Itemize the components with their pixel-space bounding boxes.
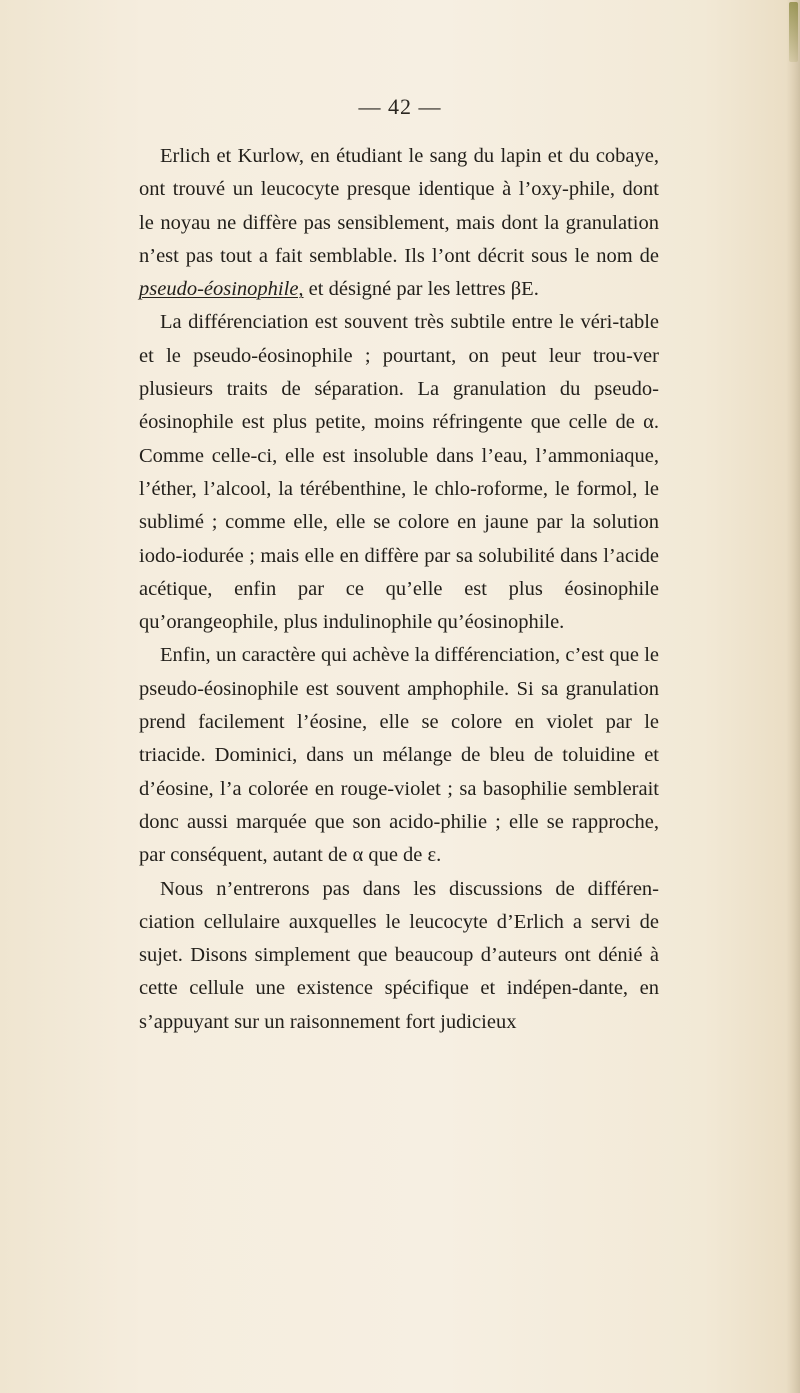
corner-stain <box>789 2 798 62</box>
paragraph-1 <box>139 140 659 306</box>
page-number-header: — 42 — <box>358 94 442 119</box>
paragraph-1-emphasis: pseudo-éosinophile, <box>139 278 304 301</box>
paragraph-4: Nous n’entrerons pas dans les discussions de différen-ciation cellulaire auxquelles le leucocyte d’Erlich a servi de sujet. Disons simplement que beaucoup d’auteurs ont dénié à cette cellule une existence spécifique et indépen-dante, en s’appuyant sur un raisonnement fort judicieux <box>139 877 659 1033</box>
paragraph-2: La différenciation est souvent très subtile entre le véri-table et le pseudo-éosinophile ; pourtant, on peut leur trou-ver plusieurs traits de séparation. La granulation du pseudo-éosinophile est plus petite, moins réfringente que celle de α. Comme celle-ci, elle est insoluble dans l’eau, l’ammoniaque, l’éther, l’alcool, la térébenthine, le chlo-roforme, le formol, le sublimé ; comme elle, elle se colore en jaune par la solution iodo-iodurée ; mais elle en diffère par sa solubilité dans l’acide acétique, enfin par ce qu’elle est plus éosinophile qu’orangeophile, plus indulinophile qu’éosinophile. <box>139 311 659 634</box>
paragraph-1-before: Erlich et Kurlow, en étudiant le sang du lapin et du cobaye, ont trouvé un leucocyte presque identique à l’oxy-phile, dont le noyau ne diffère pas sensiblement, mais dont la granulation n’est pas tout a fait semblable. Ils l’ont décrit sous le nom de <box>139 145 659 267</box>
paragraph-3: Enfin, un caractère qui achève la différenciation, c’est que le pseudo-éosinophile est souvent amphophile. Si sa granulation prend facilement l’éosine, elle se colore en violet par le triacide. Dominici, dans un mélange de bleu de toluidine et d’éosine, l’a colorée en rouge-violet ; sa basophilie semblerait donc aussi marquée que son acido-philie ; elle se rapproche, par conséquent, autant de α que de ε. <box>139 644 659 867</box>
page-edge-shadow <box>786 0 800 1393</box>
body-text <box>139 140 659 1039</box>
paragraph-1-after: et désigné par les lettres βE. <box>303 278 539 301</box>
